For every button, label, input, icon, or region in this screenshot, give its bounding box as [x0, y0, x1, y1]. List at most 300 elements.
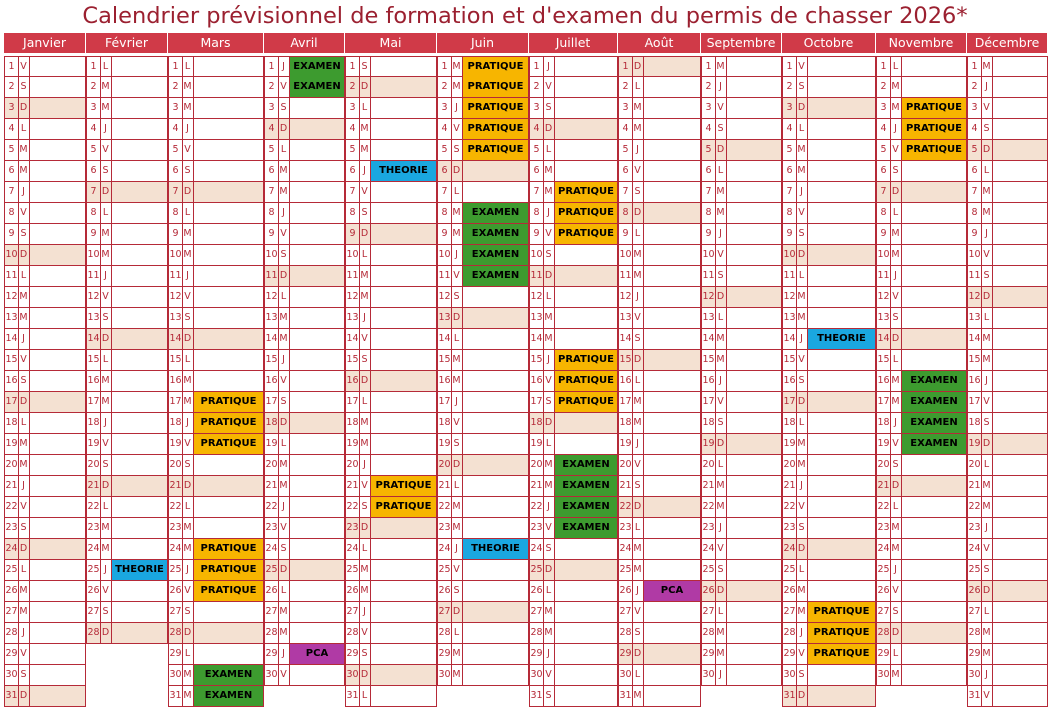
day-number: 13 — [87, 308, 101, 328]
day-number: 25 — [87, 560, 101, 580]
day-cell — [967, 581, 1048, 602]
day-number: 27 — [169, 602, 183, 622]
weekday-letter: V — [100, 140, 112, 160]
day-cell — [86, 455, 168, 476]
weekday-letter: M — [796, 602, 808, 622]
weekday-letter: L — [796, 560, 808, 580]
day-cell — [701, 665, 782, 686]
weekday-letter: M — [278, 182, 290, 202]
day-cell — [264, 203, 345, 224]
weekday-letter: M — [359, 119, 371, 139]
day-number: 13 — [530, 308, 544, 328]
weekday-letter: D — [182, 182, 194, 202]
weekday-letter: V — [715, 392, 727, 412]
weekday-letter: V — [278, 518, 290, 538]
weekday-letter: D — [632, 57, 644, 77]
weekday-letter: M — [278, 476, 290, 496]
day-cell — [4, 287, 86, 308]
weekday-letter: M — [359, 287, 371, 307]
weekday-letter: D — [796, 539, 808, 559]
weekday-letter: J — [632, 140, 644, 160]
day-number: 7 — [968, 182, 982, 202]
day-cell — [529, 56, 618, 77]
weekday-letter: M — [543, 602, 555, 622]
day-cell — [168, 98, 264, 119]
day-cell — [618, 476, 701, 497]
weekday-letter: M — [632, 119, 644, 139]
day-number: 9 — [438, 224, 452, 244]
day-cell — [86, 119, 168, 140]
day-number: 7 — [169, 182, 183, 202]
weekday-letter: M — [18, 455, 30, 475]
day-number: 16 — [877, 371, 891, 391]
day-number: 1 — [619, 57, 633, 77]
weekday-letter: D — [981, 581, 993, 601]
day-number: 11 — [169, 266, 183, 286]
weekday-letter: L — [451, 182, 463, 202]
weekday-letter: L — [182, 497, 194, 517]
weekday-letter: M — [100, 371, 112, 391]
weekday-letter: L — [890, 497, 902, 517]
day-cell — [264, 539, 345, 560]
weekday-letter: S — [981, 560, 993, 580]
day-number: 26 — [877, 581, 891, 601]
day-number: 14 — [702, 329, 716, 349]
day-number: 7 — [5, 182, 19, 202]
day-number: 7 — [87, 182, 101, 202]
day-number: 19 — [968, 434, 982, 454]
weekday-letter: L — [632, 518, 644, 538]
event-pratique: PRATIQUE — [463, 57, 528, 77]
weekday-letter: D — [543, 266, 555, 286]
day-number: 14 — [265, 329, 279, 349]
day-cell — [437, 224, 529, 245]
weekday-letter: V — [359, 476, 371, 496]
day-cell — [86, 560, 168, 581]
day-cell — [437, 413, 529, 434]
day-number: 23 — [783, 518, 797, 538]
weekday-letter: V — [100, 581, 112, 601]
day-cell — [876, 161, 967, 182]
day-number: 28 — [346, 623, 360, 643]
weekday-letter: S — [543, 392, 555, 412]
event-examen: EXAMEN — [902, 413, 966, 433]
event-examen: EXAMEN — [555, 497, 617, 517]
day-number: 25 — [438, 560, 452, 580]
day-number: 7 — [265, 182, 279, 202]
day-number: 4 — [87, 119, 101, 139]
day-number: 31 — [619, 686, 633, 706]
day-number: 13 — [438, 308, 452, 328]
weekday-letter: L — [632, 224, 644, 244]
weekday-letter: V — [278, 371, 290, 391]
day-cell — [437, 623, 529, 644]
day-number: 23 — [87, 518, 101, 538]
day-number: 26 — [169, 581, 183, 601]
weekday-letter: L — [451, 476, 463, 496]
day-number: 17 — [783, 392, 797, 412]
day-cell — [782, 98, 876, 119]
day-cell — [437, 119, 529, 140]
day-cell — [86, 371, 168, 392]
day-cell — [618, 644, 701, 665]
day-cell — [4, 392, 86, 413]
day-cell — [529, 350, 618, 371]
day-number: 6 — [968, 161, 982, 181]
weekday-letter: S — [715, 119, 727, 139]
weekday-letter: L — [890, 57, 902, 77]
day-number: 16 — [530, 371, 544, 391]
day-number: 2 — [619, 77, 633, 97]
day-number: 11 — [438, 266, 452, 286]
weekday-letter: J — [18, 623, 30, 643]
weekday-letter: J — [981, 224, 993, 244]
day-cell — [618, 203, 701, 224]
day-number: 1 — [968, 57, 982, 77]
day-cell — [86, 77, 168, 98]
day-number: 26 — [968, 581, 982, 601]
day-cell — [701, 77, 782, 98]
day-cell — [967, 455, 1048, 476]
weekday-letter: J — [278, 350, 290, 370]
day-number: 24 — [346, 539, 360, 559]
event-pratique: PRATIQUE — [194, 413, 263, 433]
day-number: 10 — [702, 245, 716, 265]
day-number: 2 — [5, 77, 19, 97]
weekday-letter: M — [981, 329, 993, 349]
day-cell — [876, 287, 967, 308]
day-number: 3 — [87, 98, 101, 118]
day-number: 29 — [265, 644, 279, 664]
day-number: 4 — [783, 119, 797, 139]
day-cell — [967, 602, 1048, 623]
day-number: 24 — [702, 539, 716, 559]
day-cell — [782, 308, 876, 329]
weekday-letter: M — [632, 413, 644, 433]
day-number: 24 — [619, 539, 633, 559]
day-cell — [4, 245, 86, 266]
weekday-letter: M — [890, 224, 902, 244]
day-cell — [967, 56, 1048, 77]
weekday-letter: J — [796, 623, 808, 643]
weekday-letter: M — [796, 140, 808, 160]
day-number: 13 — [169, 308, 183, 328]
day-cell — [264, 266, 345, 287]
day-number: 15 — [877, 350, 891, 370]
day-number: 6 — [877, 161, 891, 181]
day-cell — [701, 98, 782, 119]
day-cell — [701, 329, 782, 350]
day-number: 29 — [169, 644, 183, 664]
day-number: 25 — [783, 560, 797, 580]
day-number: 20 — [87, 455, 101, 475]
day-cell — [701, 182, 782, 203]
weekday-letter: D — [796, 392, 808, 412]
day-number: 19 — [169, 434, 183, 454]
day-cell — [4, 476, 86, 497]
day-number: 1 — [702, 57, 716, 77]
day-number: 20 — [346, 455, 360, 475]
day-number: 9 — [702, 224, 716, 244]
weekday-letter: J — [715, 665, 727, 685]
weekday-letter: D — [543, 560, 555, 580]
weekday-letter: M — [359, 140, 371, 160]
day-number: 10 — [877, 245, 891, 265]
day-cell — [345, 203, 437, 224]
day-cell — [86, 581, 168, 602]
weekday-letter: J — [543, 497, 555, 517]
day-number: 11 — [265, 266, 279, 286]
weekday-letter: J — [715, 371, 727, 391]
weekday-letter: L — [100, 57, 112, 77]
day-number: 4 — [438, 119, 452, 139]
weekday-letter: D — [100, 476, 112, 496]
day-number: 30 — [783, 665, 797, 685]
day-number: 7 — [530, 182, 544, 202]
day-number: 19 — [265, 434, 279, 454]
weekday-letter: L — [278, 581, 290, 601]
day-number: 4 — [346, 119, 360, 139]
weekday-letter: D — [451, 161, 463, 181]
day-number: 15 — [5, 350, 19, 370]
day-number: 1 — [346, 57, 360, 77]
weekday-letter: S — [182, 161, 194, 181]
event-examen: EXAMEN — [555, 518, 617, 538]
day-number: 11 — [702, 266, 716, 286]
day-cell — [264, 140, 345, 161]
weekday-letter: J — [18, 329, 30, 349]
day-number: 25 — [702, 560, 716, 580]
day-cell — [86, 98, 168, 119]
day-number: 9 — [783, 224, 797, 244]
day-number: 15 — [87, 350, 101, 370]
day-cell — [967, 539, 1048, 560]
day-cell — [168, 392, 264, 413]
weekday-letter: J — [359, 602, 371, 622]
day-number: 20 — [5, 455, 19, 475]
day-cell — [782, 140, 876, 161]
day-cell — [701, 560, 782, 581]
day-cell — [437, 476, 529, 497]
weekday-letter: M — [451, 497, 463, 517]
day-number: 5 — [783, 140, 797, 160]
day-number: 23 — [530, 518, 544, 538]
weekday-letter: M — [451, 644, 463, 664]
day-cell — [701, 392, 782, 413]
day-number: 11 — [877, 266, 891, 286]
day-cell — [168, 308, 264, 329]
day-number: 6 — [87, 161, 101, 181]
day-cell — [701, 266, 782, 287]
day-number: 15 — [702, 350, 716, 370]
day-cell — [264, 119, 345, 140]
weekday-letter: V — [796, 203, 808, 223]
day-number: 29 — [877, 644, 891, 664]
day-cell — [264, 518, 345, 539]
day-cell — [168, 434, 264, 455]
day-cell — [168, 245, 264, 266]
weekday-letter: M — [796, 287, 808, 307]
day-number: 4 — [265, 119, 279, 139]
weekday-letter: D — [632, 497, 644, 517]
day-cell — [782, 602, 876, 623]
weekday-letter: S — [359, 497, 371, 517]
day-number: 12 — [169, 287, 183, 307]
weekday-letter: S — [981, 266, 993, 286]
day-number: 14 — [438, 329, 452, 349]
day-cell — [437, 182, 529, 203]
weekday-letter: V — [543, 77, 555, 97]
weekday-letter: L — [182, 350, 194, 370]
day-number: 19 — [783, 434, 797, 454]
event-examen: EXAMEN — [290, 57, 344, 77]
weekday-letter: L — [18, 560, 30, 580]
day-cell — [529, 140, 618, 161]
day-cell — [701, 455, 782, 476]
weekday-letter: M — [451, 350, 463, 370]
day-number: 8 — [877, 203, 891, 223]
day-cell — [437, 77, 529, 98]
day-cell — [876, 77, 967, 98]
day-number: 21 — [87, 476, 101, 496]
day-cell — [967, 287, 1048, 308]
weekday-letter: V — [796, 497, 808, 517]
day-number: 9 — [5, 224, 19, 244]
day-number: 27 — [5, 602, 19, 622]
day-number: 17 — [702, 392, 716, 412]
event-examen: EXAMEN — [194, 665, 263, 685]
day-cell — [782, 455, 876, 476]
weekday-letter: S — [18, 518, 30, 538]
day-cell — [345, 602, 437, 623]
weekday-letter: M — [890, 371, 902, 391]
weekday-letter: D — [632, 644, 644, 664]
weekday-letter: M — [18, 287, 30, 307]
day-cell — [345, 434, 437, 455]
weekday-letter: L — [796, 119, 808, 139]
weekday-letter: M — [981, 182, 993, 202]
day-number: 1 — [87, 57, 101, 77]
weekday-letter: L — [715, 161, 727, 181]
day-number: 15 — [530, 350, 544, 370]
weekday-letter: M — [981, 644, 993, 664]
day-number: 30 — [265, 665, 279, 685]
day-number: 10 — [265, 245, 279, 265]
day-number: 29 — [619, 644, 633, 664]
day-cell — [876, 182, 967, 203]
day-number: 16 — [346, 371, 360, 391]
day-cell — [86, 518, 168, 539]
day-cell — [701, 119, 782, 140]
day-cell — [967, 329, 1048, 350]
weekday-letter: J — [359, 308, 371, 328]
day-cell — [701, 56, 782, 77]
day-cell — [967, 665, 1048, 686]
day-cell — [345, 581, 437, 602]
day-cell — [4, 413, 86, 434]
day-number: 15 — [438, 350, 452, 370]
weekday-letter: L — [543, 287, 555, 307]
weekday-letter: V — [18, 350, 30, 370]
day-number: 31 — [968, 686, 982, 706]
weekday-letter: M — [100, 245, 112, 265]
weekday-letter: M — [715, 497, 727, 517]
weekday-letter: S — [182, 455, 194, 475]
day-cell — [876, 623, 967, 644]
weekday-letter: D — [715, 434, 727, 454]
weekday-letter: S — [796, 518, 808, 538]
page-title: Calendrier prévisionnel de formation et d'examen du permis de chasser 2026* — [82, 3, 968, 29]
weekday-letter: S — [890, 455, 902, 475]
day-cell — [529, 203, 618, 224]
day-cell — [618, 266, 701, 287]
event-theorie: THEORIE — [808, 329, 875, 349]
day-number: 29 — [346, 644, 360, 664]
day-number: 5 — [169, 140, 183, 160]
day-number: 28 — [87, 623, 101, 643]
day-cell — [782, 203, 876, 224]
day-cell — [876, 644, 967, 665]
day-cell — [345, 308, 437, 329]
day-cell — [345, 413, 437, 434]
weekday-letter: S — [632, 182, 644, 202]
day-number: 20 — [438, 455, 452, 475]
month-header: Avril — [264, 33, 345, 53]
day-cell — [529, 119, 618, 140]
day-cell — [168, 182, 264, 203]
month-header: Mai — [345, 33, 437, 53]
weekday-letter: J — [451, 245, 463, 265]
day-cell — [4, 560, 86, 581]
day-number: 10 — [619, 245, 633, 265]
event-pratique: PRATIQUE — [194, 539, 263, 559]
day-number: 20 — [530, 455, 544, 475]
day-cell — [4, 161, 86, 182]
day-number: 2 — [438, 77, 452, 97]
day-cell — [437, 434, 529, 455]
weekday-letter: S — [278, 98, 290, 118]
day-number: 3 — [702, 98, 716, 118]
day-number: 30 — [968, 665, 982, 685]
day-number: 10 — [783, 245, 797, 265]
day-cell — [168, 224, 264, 245]
day-number: 18 — [265, 413, 279, 433]
day-number: 15 — [346, 350, 360, 370]
weekday-letter: M — [715, 644, 727, 664]
weekday-letter: D — [451, 308, 463, 328]
weekday-letter: S — [890, 602, 902, 622]
day-cell — [4, 455, 86, 476]
weekday-letter: S — [359, 350, 371, 370]
weekday-letter: J — [278, 203, 290, 223]
weekday-letter: S — [715, 266, 727, 286]
weekday-letter: M — [981, 350, 993, 370]
weekday-letter: M — [18, 308, 30, 328]
day-cell — [876, 98, 967, 119]
event-theorie: THEORIE — [463, 539, 528, 559]
day-number: 14 — [877, 329, 891, 349]
day-cell — [618, 686, 701, 707]
day-number: 14 — [783, 329, 797, 349]
day-number: 8 — [169, 203, 183, 223]
day-cell — [967, 77, 1048, 98]
weekday-letter: L — [632, 371, 644, 391]
day-cell — [437, 161, 529, 182]
day-cell — [967, 203, 1048, 224]
day-number: 12 — [87, 287, 101, 307]
day-cell — [876, 434, 967, 455]
day-number: 8 — [265, 203, 279, 223]
